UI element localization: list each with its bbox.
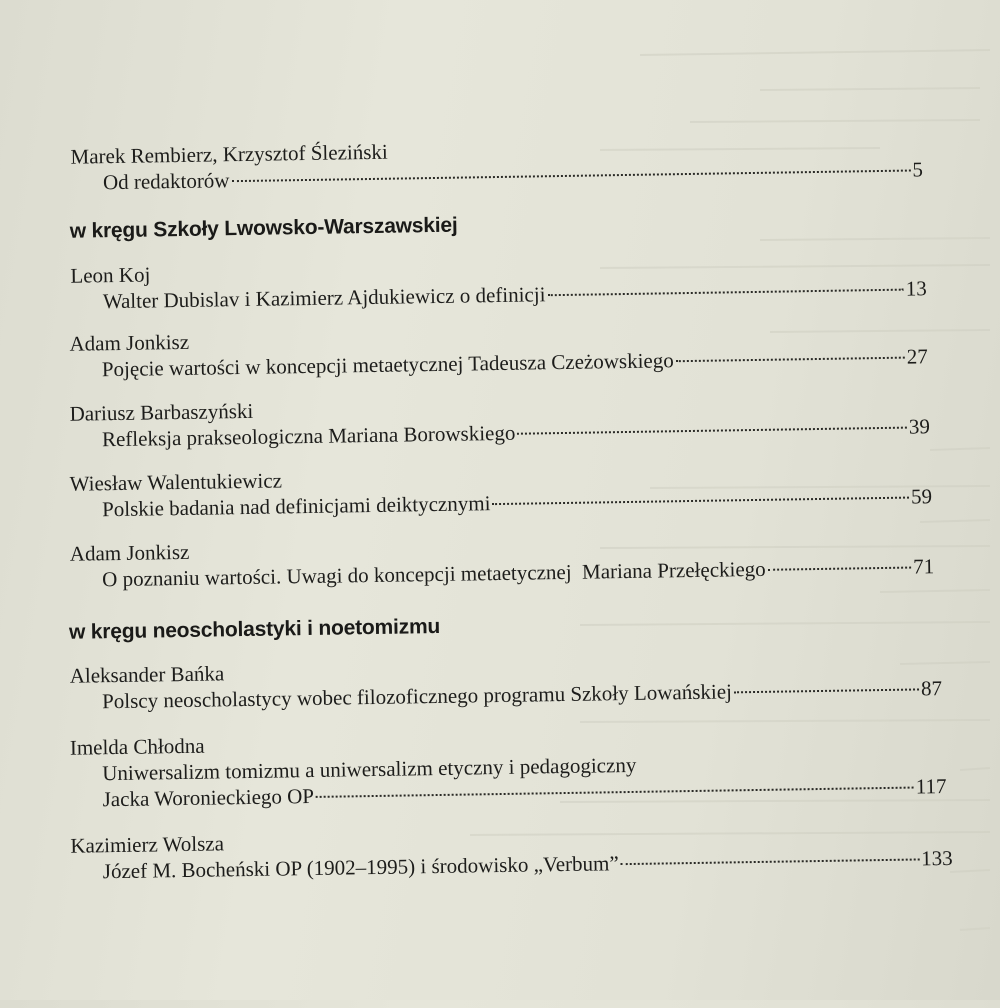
toc-entry xyxy=(70,819,953,885)
entry-author: Imelda Chłodna xyxy=(69,733,205,760)
toc-entry-intro xyxy=(70,130,923,195)
entry-title: Józef M. Bocheński OP (1902–1995) i środowisko „Verbum” xyxy=(102,851,619,884)
toc-entry xyxy=(70,649,943,715)
toc-entry xyxy=(70,721,947,813)
dot-leader xyxy=(676,357,905,363)
entry-page-number: 59 xyxy=(910,484,933,509)
entry-page-number: 39 xyxy=(908,414,931,439)
entry-page-number: 13 xyxy=(905,276,927,301)
entry-title: Polscy neoscholastycy wobec filozoficznego programu Szkoły Lowańskiej xyxy=(101,679,733,714)
toc-entry xyxy=(70,527,935,593)
toc-entry xyxy=(69,387,930,453)
entry-author: Adam Jonkisz xyxy=(69,329,190,356)
entry-title: Walter Dubislav i Kazimierz Ajdukiewicz o definicji xyxy=(102,282,546,314)
entry-title: Pojęcie wartości w koncepcji metaetycznej Tadeusza Czeżowskiego xyxy=(101,348,674,382)
entry-author: Dariusz Barbaszyński xyxy=(69,398,254,426)
entry-title: Od redaktorów xyxy=(102,168,230,195)
entry-title-line: Uniwersalizm tomizmu a uniwersalizm etyczny i pedagogiczny xyxy=(102,752,637,786)
dot-leader xyxy=(316,787,914,798)
entry-author: Leon Koj xyxy=(70,262,151,288)
entry-title: O poznaniu wartości. Uwagi do koncepcji metaetycznej Mariana Przełęckiego xyxy=(102,556,766,592)
toc-entry xyxy=(70,249,927,314)
entry-page-number: 117 xyxy=(915,774,947,799)
entry-title: Polskie badania nad definicjami deiktycznymi xyxy=(101,491,491,522)
entry-author: Marek Rembierz, Krzysztof Śleziński xyxy=(70,139,388,169)
toc-entry xyxy=(69,457,932,523)
entry-title: Jacka Woronieckiego OP xyxy=(102,783,315,812)
toc-entry xyxy=(69,317,928,382)
entry-title: Refleksja prakseologiczna Mariana Borowskiego xyxy=(101,420,516,452)
entry-page-number: 5 xyxy=(912,157,924,182)
section-heading-neoscholasticism: w kręgu neoscholastyki i noetomizmu xyxy=(68,614,441,644)
dot-leader xyxy=(734,688,919,693)
dot-leader xyxy=(231,170,910,183)
entry-author: Kazimierz Wolsza xyxy=(70,831,225,858)
dot-leader xyxy=(621,858,919,865)
entry-page-number: 133 xyxy=(920,845,953,871)
dot-leader xyxy=(492,497,909,506)
dot-leader xyxy=(547,289,903,297)
entry-page-number: 27 xyxy=(906,344,928,369)
entry-author: Aleksander Bańka xyxy=(69,661,225,688)
entry-author: Wiesław Walentukiewicz xyxy=(69,468,283,496)
entry-author: Adam Jonkisz xyxy=(69,539,190,566)
section-heading-lwow-warsaw: w kręgu Szkoły Lwowsko-Warszawskiej xyxy=(69,213,458,243)
entry-page-number: 71 xyxy=(912,554,935,579)
dot-leader xyxy=(517,427,907,435)
dot-leader xyxy=(768,567,911,571)
entry-page-number: 87 xyxy=(920,676,943,701)
